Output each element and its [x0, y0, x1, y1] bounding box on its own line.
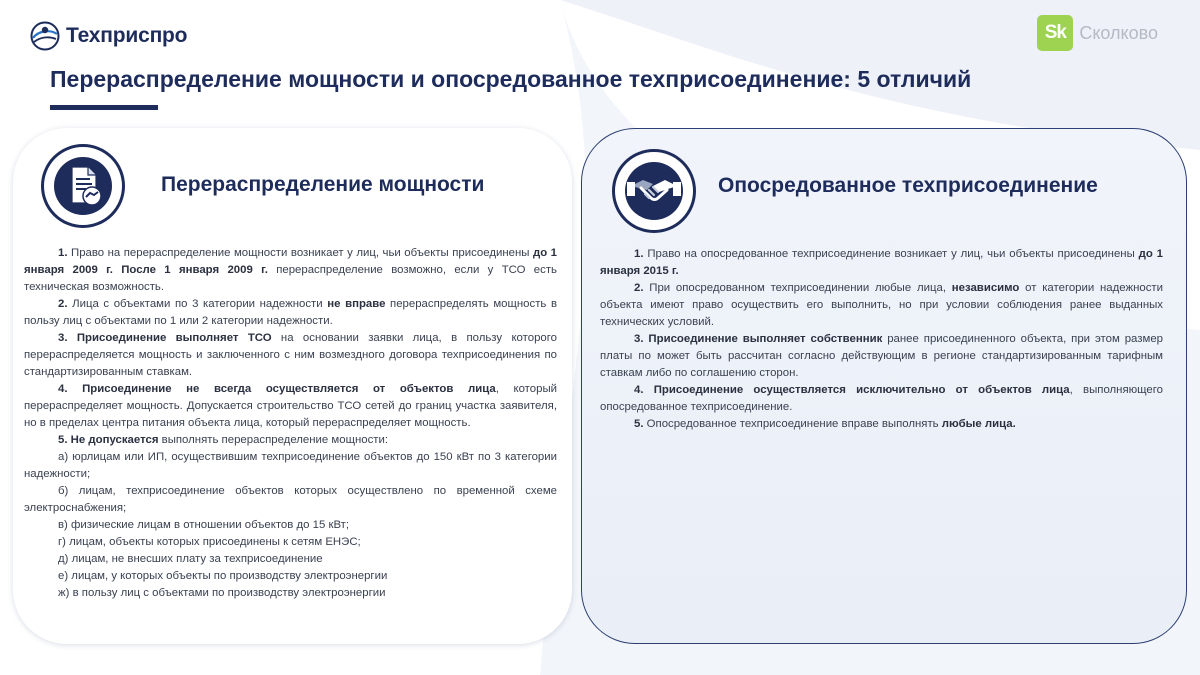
- bold-text: 5.: [634, 418, 644, 430]
- handshake-icon: [612, 149, 696, 233]
- bold-text: 1.: [58, 247, 68, 259]
- bold-text: 2.: [58, 298, 68, 310]
- text: е) лицам, у которых объекты по производству электроэнергии: [58, 570, 388, 582]
- body-paragraph: [24, 432, 557, 449]
- body-paragraph: [600, 331, 1163, 382]
- indirect-connection-card: [581, 128, 1187, 644]
- body-paragraph: [600, 382, 1163, 416]
- text: в) физические лицам в отношении объектов до 15 кВт;: [58, 519, 350, 531]
- text: , который перераспределяет мощность. Допускается строительство ТСО сетей до границ участка заявителя, но в пределах центра питания объекта лица, который перераспределяет мощность.: [24, 383, 557, 429]
- text: ж) в пользу лиц с объектами по производству электроэнергии: [58, 587, 386, 599]
- body-paragraph: [24, 296, 557, 330]
- body-paragraph: [24, 517, 557, 534]
- body-paragraph: [600, 246, 1163, 280]
- document-handshake-icon: [41, 144, 125, 228]
- title-underline: [50, 105, 158, 110]
- bold-text: 3. Присоединение выполняет ТСО: [58, 332, 272, 344]
- body-paragraph: [24, 568, 557, 585]
- card-heading: Опосредованное техприсоединение: [718, 174, 1098, 197]
- text: а) юрлицам или ИП, осуществившим техприсоединение объектов до 150 кВт по 3 категории надежности;: [24, 451, 557, 480]
- text: При опосредованном техприсоединении любые лица,: [643, 282, 952, 294]
- company-logo-text: Техприспро: [66, 24, 188, 47]
- text: , выполняющего опосредованное техприсоединение.: [600, 384, 1164, 413]
- text: д) лицам, не внесших плату за техприсоединение: [58, 553, 323, 565]
- page-title: Перераспределение мощности и опосредованное техприсоединение: 5 отличий: [50, 66, 972, 92]
- text: Лица с объектами по 3 категории надежности: [67, 298, 328, 310]
- bold-text: независимо: [951, 282, 1020, 294]
- bold-text: любые лица.: [941, 418, 1016, 430]
- text: на основании заявки лица, в пользу которого перераспределяется мощность и заключенного с ним возмездного договора техприсоединения по стандартизированным ставкам.: [24, 332, 557, 378]
- text: Право на опосредованное техприсоединение возникает у лиц, чьи объекты присоединены: [643, 248, 1139, 260]
- body-paragraph: [600, 280, 1163, 331]
- body-paragraph: [24, 551, 557, 568]
- text: перераспределение возможно, если у ТСО есть техническая возможность.: [24, 264, 557, 293]
- text: выполнять перераспределение мощности:: [158, 434, 389, 446]
- body-paragraph: [24, 483, 557, 517]
- bold-text: 4. Присоединение не всегда осуществляется от объектов лица: [58, 383, 496, 395]
- body-paragraph: [24, 534, 557, 551]
- text: Опосредованное техприсоединение вправе выполнять: [643, 418, 942, 430]
- body-paragraph: [24, 585, 557, 602]
- bold-text: 4. Присоединение осуществляется исключительно от объектов лица: [634, 384, 1070, 396]
- bold-text: до 1 января 2009 г. После 1 января 2009 г.: [24, 247, 557, 276]
- body-paragraph: [24, 381, 557, 432]
- bold-text: 2.: [634, 282, 644, 294]
- body-paragraph: [24, 330, 557, 381]
- text: от категории надежности объекта имеют право осуществить его выполнить, но при условии соблюдения ранее выданных технических условий.: [600, 282, 1163, 328]
- power-redistribution-card: [13, 128, 572, 644]
- bold-text: 1.: [634, 248, 644, 260]
- bold-text: 3. Присоединение выполняет собственник: [634, 333, 883, 345]
- text: ранее присоединенного объекта, при этом размер платы по может быть рассчитан согласно действующим в регионе стандартизированным тарифным ставкам либо по соглашению сторон.: [600, 333, 1163, 379]
- body-paragraph: [24, 449, 557, 483]
- company-logo[interactable]: [30, 20, 187, 52]
- body-paragraph: [600, 416, 1163, 433]
- text: г) лицам, объекты которых присоединены к сетям ЕНЭС;: [58, 536, 361, 548]
- globe-logo-icon: [30, 21, 60, 51]
- bold-text: до 1 января 2015 г.: [600, 248, 1163, 277]
- text: б) лицам, техприсоединение объектов которых осуществлено по временной схеме электроснабжения;: [24, 485, 557, 514]
- bold-text: не вправе: [327, 298, 386, 310]
- card-heading: Перераспределение мощности: [161, 173, 485, 196]
- skolkovo-logo-text: Сколково: [1079, 22, 1158, 43]
- card-body: [600, 246, 1163, 433]
- text: перераспределять мощность в пользу лиц с объектами по 1 или 2 категории надежности.: [24, 298, 557, 327]
- text: Право на перераспределение мощности возникает у лиц, чьи объекты присоединены: [67, 247, 533, 259]
- bold-text: 5. Не допускается: [58, 434, 159, 446]
- card-body: [24, 245, 557, 602]
- skolkovo-logo[interactable]: [1037, 15, 1158, 51]
- skolkovo-logo-mark: Sk: [1037, 15, 1073, 51]
- body-paragraph: [24, 245, 557, 296]
